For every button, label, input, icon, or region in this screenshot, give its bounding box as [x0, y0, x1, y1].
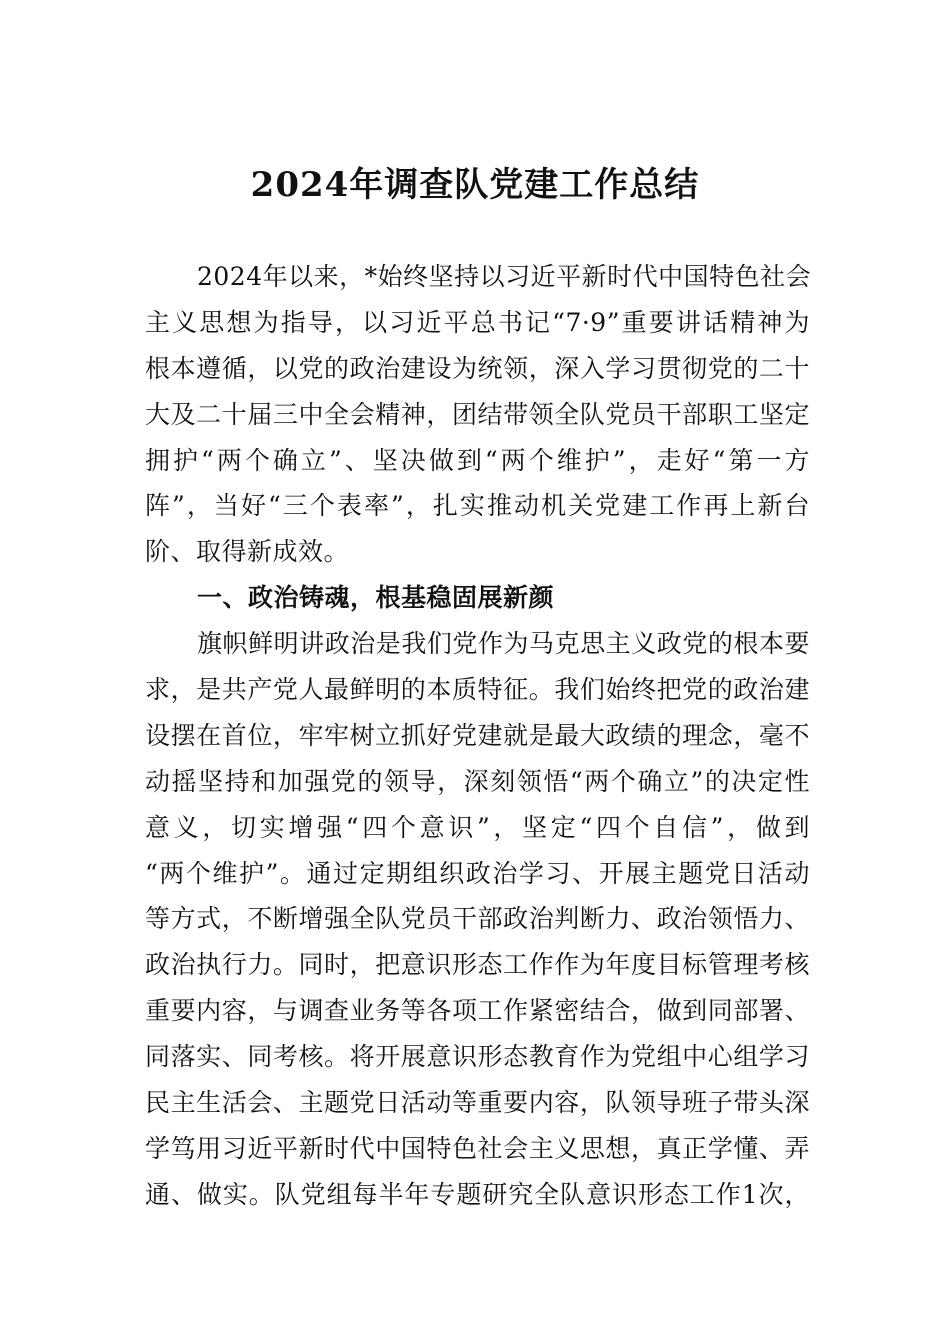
- section-heading: 一、政治铸魂，根基稳固展新颜: [197, 583, 555, 613]
- paragraph-line: 设摆在首位，牢牢树立抓好党建就是最大政绩的理念，毫不: [145, 720, 810, 750]
- paragraph-line: “两个维护”。通过定期组织政治学习、开展主题党日活动: [145, 858, 810, 888]
- paragraph-line: 同落实、同考核。将开展意识形态教育作为党组中心组学习: [145, 1042, 810, 1072]
- paragraph-line: 2024年以来，*始终坚持以习近平新时代中国特色社会: [197, 262, 812, 291]
- paragraph-line: 求，是共产党人最鲜明的本质特征。我们始终把党的政治建: [145, 675, 810, 705]
- paragraph-line: 民主生活会、主题党日活动等重要内容，队领导班子带头深: [145, 1088, 810, 1118]
- paragraph-line: 阶、取得新成效。: [145, 537, 350, 567]
- paragraph-line: 重要内容，与调查业务等各项工作紧密结合，做到同部署、: [145, 996, 810, 1026]
- paragraph-line: 旗帜鲜明讲政治是我们党作为马克思主义政党的根本要: [197, 629, 810, 659]
- paragraph-line: 主义思想为指导，以习近平总书记“7·9”重要讲话精神为: [145, 307, 810, 337]
- paragraph-line: 等方式，不断增强全队党员干部政治判断力、政治领悟力、: [145, 904, 810, 934]
- document-title: 2024年调查队党建工作总结: [250, 165, 700, 205]
- paragraph-line: 意义，切实增强“四个意识”，坚定“四个自信”，做到: [145, 812, 810, 842]
- paragraph-line: 学笃用习近平新时代中国特色社会主义思想，真正学懂、弄: [145, 1133, 810, 1163]
- paragraph-line: 阵”，当好“三个表率”，扎实推动机关党建工作再上新台: [145, 491, 810, 521]
- paragraph-line: 政治执行力。同时，把意识形态工作作为年度目标管理考核: [145, 950, 810, 980]
- paragraph-line: 动摇坚持和加强党的领导，深刻领悟“两个确立”的决定性: [145, 766, 810, 796]
- paragraph-line: 拥护“两个确立”、坚决做到“两个维护”，走好“第一方: [145, 445, 810, 475]
- paragraph-line: 通、做实。队党组每半年专题研究全队意识形态工作1次，: [145, 1179, 810, 1209]
- paragraph-line: 根本遵循，以党的政治建设为统领，深入学习贯彻党的二十: [145, 353, 810, 383]
- document-body: [145, 254, 810, 1218]
- paragraph-line: 大及二十届三中全会精神，团结带领全队党员干部职工坚定: [145, 399, 810, 429]
